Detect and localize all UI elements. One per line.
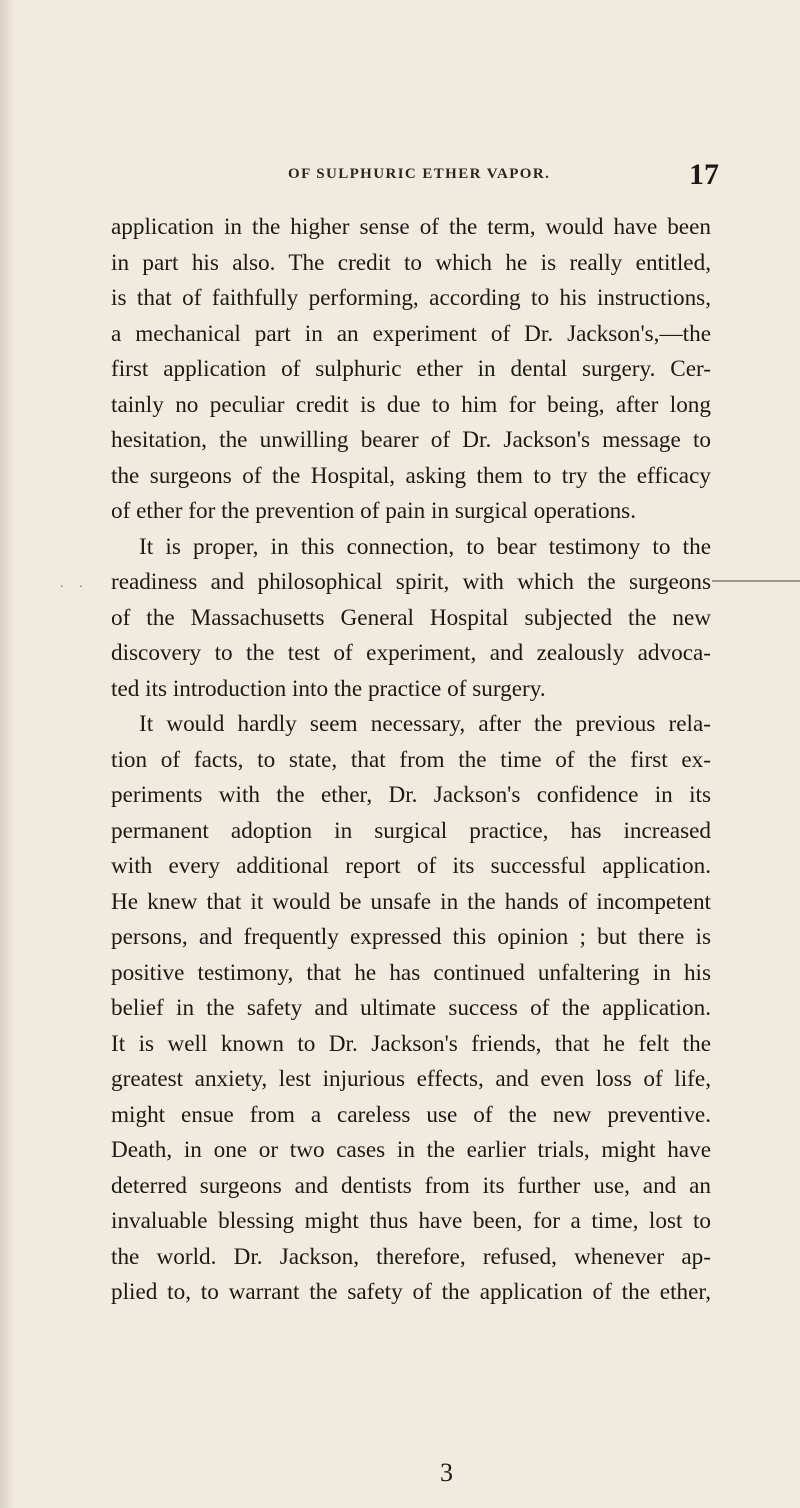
text-line: belief in the safety and ultimate success of the application. [111, 995, 711, 1021]
text-line: a mechanical part in an experiment of Dr. Jackson's,—the [111, 320, 711, 347]
text-line: with every additional report of its successful application. [111, 853, 711, 879]
signature-mark: 3 [440, 1458, 453, 1487]
margin-dots: . . [60, 576, 89, 591]
text-line: Death, in one or two cases in the earlier trials, might have [111, 1137, 711, 1163]
text-line: persons, and frequently expressed this opinion ; but there is [111, 924, 711, 950]
text-line: ted its introduction into the practice of surgery. [111, 675, 546, 702]
text-line: the surgeons of the Hospital, asking them to try the efficacy [111, 462, 711, 489]
text-line: application in the higher sense of the term, would have been [111, 214, 711, 240]
text-line: permanent adoption in surgical practice, has increased [111, 817, 711, 844]
page-number: 17 [689, 158, 719, 191]
text-line: tainly no peculiar credit is due to him for being, after long [111, 391, 711, 418]
paragraph-2-cont [111, 565, 711, 707]
running-title: OF SULPHURIC ETHER VAPOR. [288, 166, 551, 182]
body-text [111, 210, 711, 1311]
text-line: greatest anxiety, lest injurious effects, and even loss of life, [111, 1066, 711, 1092]
page-header [0, 160, 800, 200]
text-line: of the Massachusetts General Hospital subjected the new [111, 604, 711, 631]
text-line: It is well known to Dr. Jackson's friends, that he felt the [111, 1030, 711, 1057]
text-line: invaluable blessing might thus have been, for a time, lost to [111, 1208, 711, 1234]
text-line: positive testimony, that he has continued unfaltering in his [111, 959, 711, 986]
paragraph-3 [111, 707, 711, 743]
text-line: might ensue from a careless use of the new preventive. [111, 1101, 711, 1128]
text-line: tion of facts, to state, that from the time of the first ex- [111, 746, 711, 773]
text-line: first application of sulphuric ether in dental surgery. Cer- [111, 356, 711, 382]
text-line: discovery to the test of experiment, and zealously advoca- [111, 640, 711, 666]
text-line: deterred surgeons and dentists from its further use, and an [111, 1172, 711, 1199]
text-line: hesitation, the unwilling bearer of Dr. Jackson's message to [111, 427, 711, 453]
text-line: It is proper, in this connection, to bear testimony to the [139, 533, 711, 560]
margin-pencil-mark [712, 580, 800, 582]
text-line: plied to, to warrant the safety of the application of the ether, [111, 1279, 711, 1305]
text-line: He knew that it would be unsafe in the hands of incompetent [111, 888, 711, 915]
text-line: readiness and philosophical spirit, with which the surgeons [111, 569, 711, 595]
text-line: is that of faithfully performing, according to his instructions, [111, 285, 711, 311]
text-line: periments with the ether, Dr. Jackson's confidence in its [111, 782, 711, 808]
text-line: of ether for the prevention of pain in surgical operations. [111, 498, 636, 524]
paragraph-1 [111, 210, 711, 530]
paragraph-3-cont [111, 743, 711, 1311]
text-line: It would hardly seem necessary, after the previous rela- [139, 711, 711, 737]
paragraph-2 [111, 530, 711, 566]
page-edge-shadow [0, 0, 14, 1508]
text-line: the world. Dr. Jackson, therefore, refused, whenever ap- [111, 1243, 711, 1270]
text-line: in part his also. The credit to which he is really entitled, [111, 249, 711, 276]
